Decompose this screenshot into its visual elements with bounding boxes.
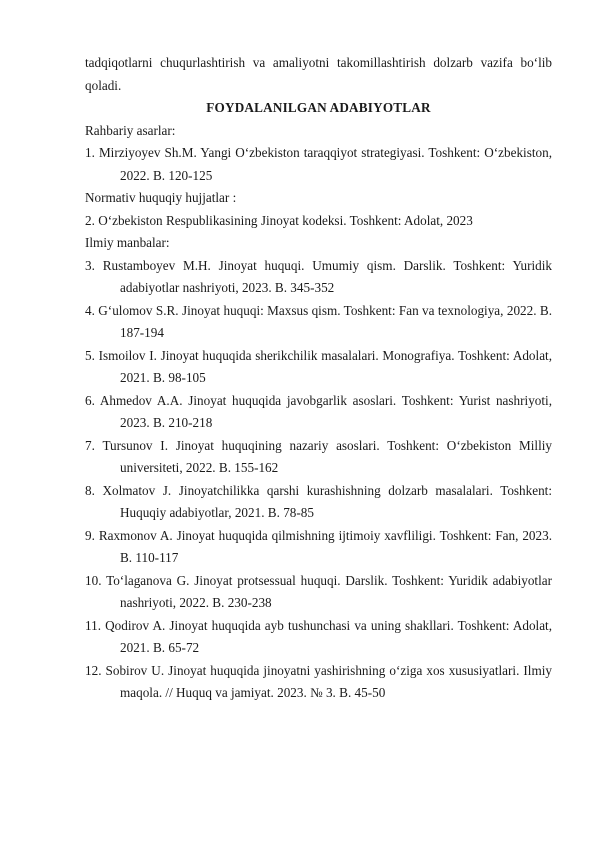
reference-number: 6. (85, 392, 95, 408)
reference-text: Ahmedov A.A. Jinoyat huquqida javobgarlik asoslari. Toshkent: Yurist nashriyoti, 2023. B. 210-218 (99, 392, 553, 430)
reference-item (85, 615, 552, 660)
section-label-guiding-works: Rahbariy asarlar: (85, 122, 176, 138)
reference-number: 7. (85, 437, 95, 453)
document-page (85, 52, 552, 705)
reference-number: 4. (85, 302, 95, 318)
reference-item (85, 660, 552, 705)
reference-item (85, 525, 552, 570)
reference-text: Raxmonov A. Jinoyat huquqida qilmishning ijtimoiy xavfliligi. Toshkent: Fan, 2023. B. 110-117 (98, 527, 552, 565)
reference-item (85, 300, 552, 345)
intro-paragraph: tadqiqotlarni chuqurlashtirish va amaliyotni takomillashtirish dolzarb vazifa boʻlib qoladi. (85, 55, 552, 93)
reference-item (85, 255, 552, 300)
reference-text: Tursunov I. Jinoyat huquqining nazariy asoslari. Toshkent: Oʻzbekiston Milliy universiteti, 2022. B. 155-162 (102, 437, 553, 475)
reference-item (85, 480, 552, 525)
reference-text: Oʻzbekiston Respublikasining Jinoyat kodeksi. Toshkent: Adolat, 2023 (98, 212, 473, 228)
reference-text: Qodirov A. Jinoyat huquqida ayb tushunchasi va uning shakllari. Toshkent: Adolat, 2021. B. 65-72 (105, 617, 553, 655)
reference-item (85, 142, 552, 187)
reference-number: 9. (85, 527, 95, 543)
reference-item (85, 210, 552, 233)
reference-text: Gʻulomov S.R. Jinoyat huquqi: Maxsus qism. Toshkent: Fan va texnologiya, 2022. B. 187-194 (98, 302, 552, 340)
reference-text: Mirziyoyev Sh.M. Yangi Oʻzbekiston taraqqiyot strategiyasi. Toshkent: Oʻzbekiston, 2022. B. 120-125 (98, 145, 553, 183)
references-heading: FOYDALANILGAN ADABIYOTLAR (206, 100, 431, 115)
reference-item (85, 435, 552, 480)
reference-text: Sobirov U. Jinoyat huquqida jinoyatni yashirishning oʻziga xos xususiyatlari. Ilmiy maqola. // Huquq va jamiyat. 2023. № 3. B. 45-50 (105, 662, 552, 700)
reference-number: 12. (85, 662, 102, 678)
reference-item (85, 570, 552, 615)
reference-item (85, 345, 552, 390)
reference-item (85, 390, 552, 435)
reference-number: 8. (85, 482, 95, 498)
reference-number: 5. (85, 347, 95, 363)
section-label-normative-acts: Normativ huquqiy hujjatlar : (85, 190, 237, 205)
reference-text: Toʻlaganova G. Jinoyat protsessual huquqi. Darslik. Toshkent: Yuridik adabiyotlar nashriyoti, 2022. B. 230-238 (106, 572, 552, 610)
reference-number: 1. (85, 145, 95, 160)
reference-number: 3. (85, 257, 95, 273)
reference-text: Ismoilov I. Jinoyat huquqida sherikchilik masalalari. Monografiya. Toshkent: Adolat, 2021. B. 98-105 (98, 347, 553, 385)
reference-number: 11. (85, 617, 101, 633)
reference-text: Xolmatov J. Jinoyatchilikka qarshi kurashishning dolzarb masalalari. Toshkent: Huquqiy adabiyotlar, 2021. B. 78-85 (102, 482, 553, 520)
reference-text: Rustamboyev M.H. Jinoyat huquqi. Umumiy qism. Darslik. Toshkent: Yuridik adabiyotlar nashriyoti, 2023. B. 345-352 (102, 257, 553, 295)
section-label-scientific-sources: Ilmiy manbalar: (85, 235, 170, 250)
reference-number: 10. (85, 572, 102, 588)
reference-number: 2. (85, 212, 95, 228)
